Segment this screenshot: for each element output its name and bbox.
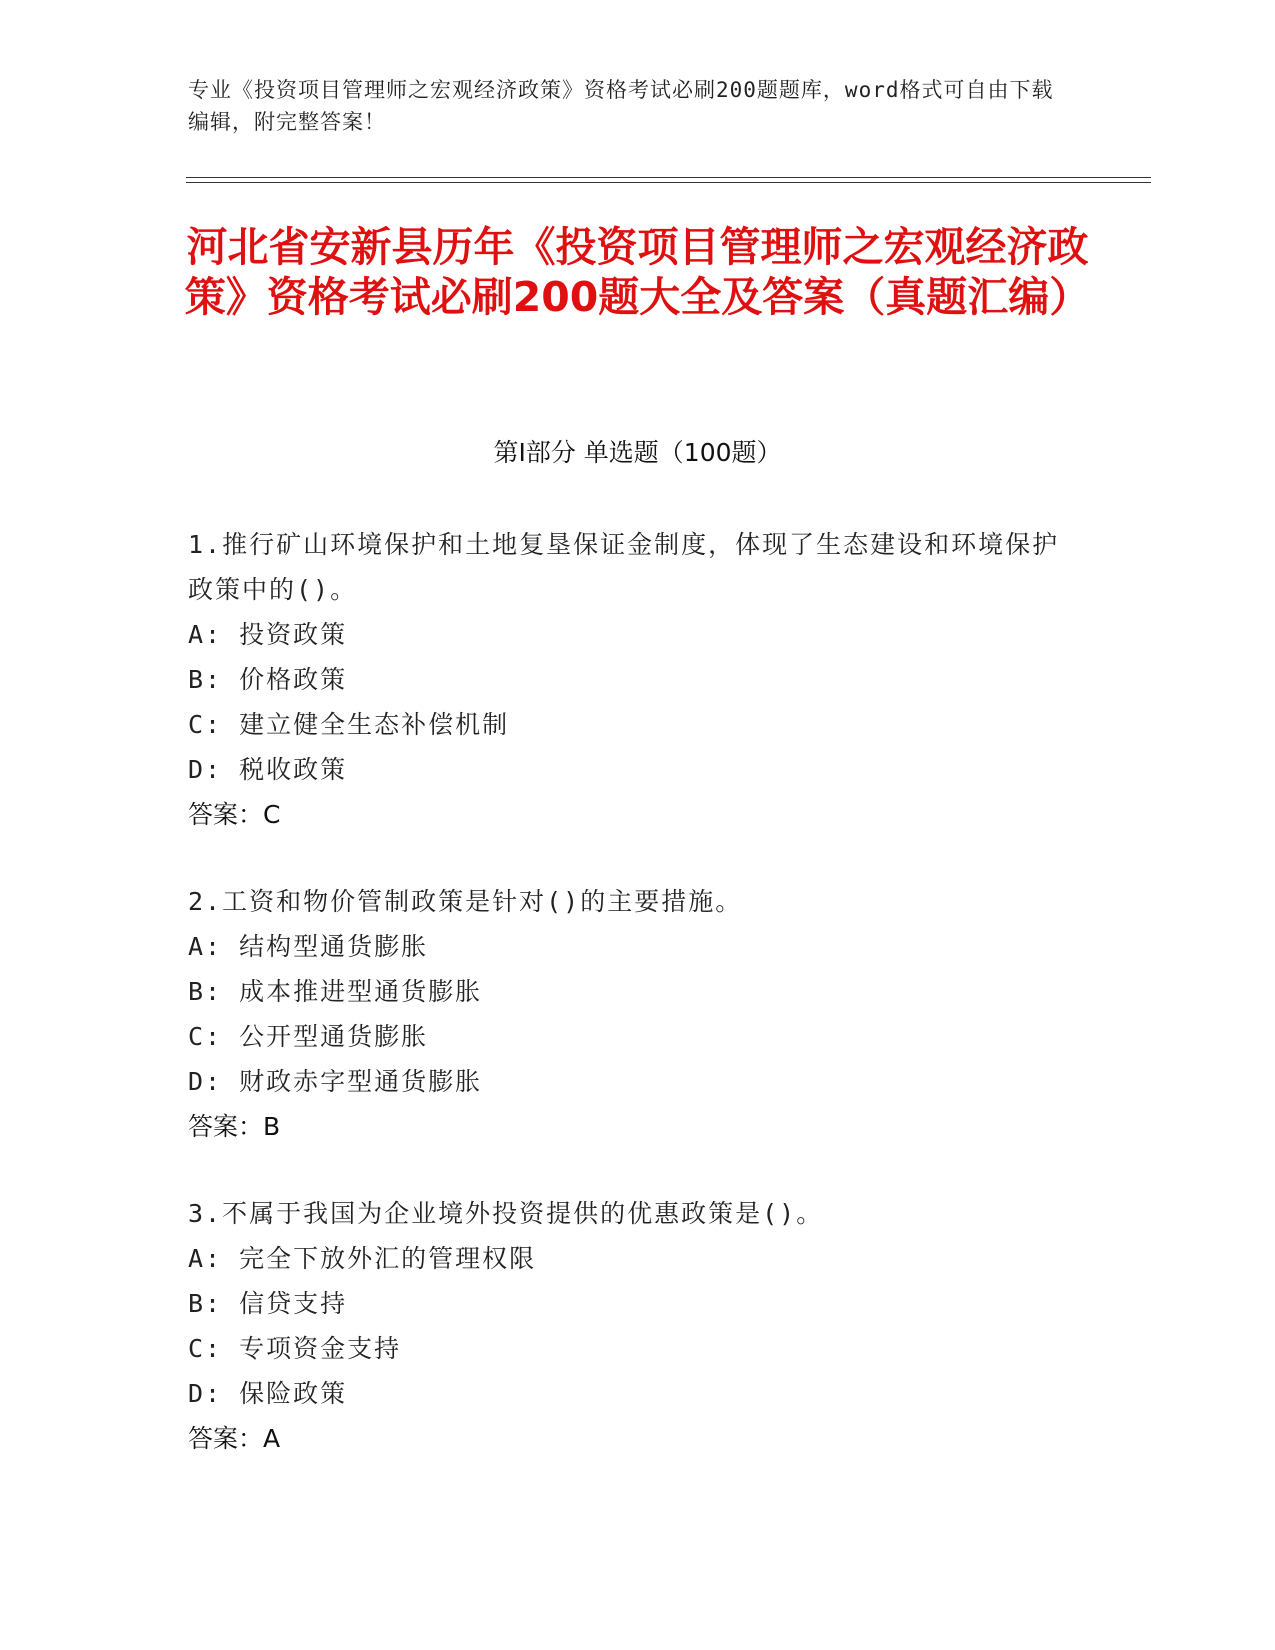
document-title: 河北省安新县历年《投资项目管理师之宏观经济政策》资格考试必刷200题大全及答案（真题汇编） bbox=[184, 223, 1091, 321]
header-note: 专业《投资项目管理师之宏观经济政策》资格考试必刷200题题库，word格式可自由下载编辑，附完整答案！ bbox=[188, 78, 1054, 134]
option-d: D: 税收政策 bbox=[188, 755, 348, 784]
question-list bbox=[188, 522, 1068, 1503]
header-divider bbox=[186, 177, 1151, 183]
option-d: D: 保险政策 bbox=[188, 1379, 348, 1408]
question-2 bbox=[188, 879, 1068, 1149]
answer: 答案：A bbox=[188, 1424, 281, 1453]
option-c: C: 公开型通货膨胀 bbox=[188, 1022, 429, 1051]
option-a: A: 完全下放外汇的管理权限 bbox=[188, 1244, 537, 1273]
option-d: D: 财政赤字型通货膨胀 bbox=[188, 1067, 483, 1096]
question-stem: 2.工资和物价管制政策是针对()的主要措施。 bbox=[188, 887, 743, 916]
section-heading: 第Ⅰ部分 单选题（100题） bbox=[493, 438, 782, 467]
question-1 bbox=[188, 522, 1068, 837]
option-b: B: 成本推进型通货膨胀 bbox=[188, 977, 483, 1006]
question-3 bbox=[188, 1191, 1068, 1461]
question-stem: 1.推行矿山环境保护和土地复垦保证金制度，体现了生态建设和环境保护政策中的()。 bbox=[188, 530, 1060, 604]
answer: 答案：B bbox=[188, 1112, 281, 1141]
option-b: B: 价格政策 bbox=[188, 665, 348, 694]
option-c: C: 建立健全生态补偿机制 bbox=[188, 710, 510, 739]
question-stem: 3.不属于我国为企业境外投资提供的优惠政策是()。 bbox=[188, 1199, 824, 1228]
answer: 答案：C bbox=[188, 800, 281, 829]
option-c: C: 专项资金支持 bbox=[188, 1334, 402, 1363]
option-b: B: 信贷支持 bbox=[188, 1289, 348, 1318]
option-a: A: 结构型通货膨胀 bbox=[188, 932, 429, 961]
option-a: A: 投资政策 bbox=[188, 620, 348, 649]
